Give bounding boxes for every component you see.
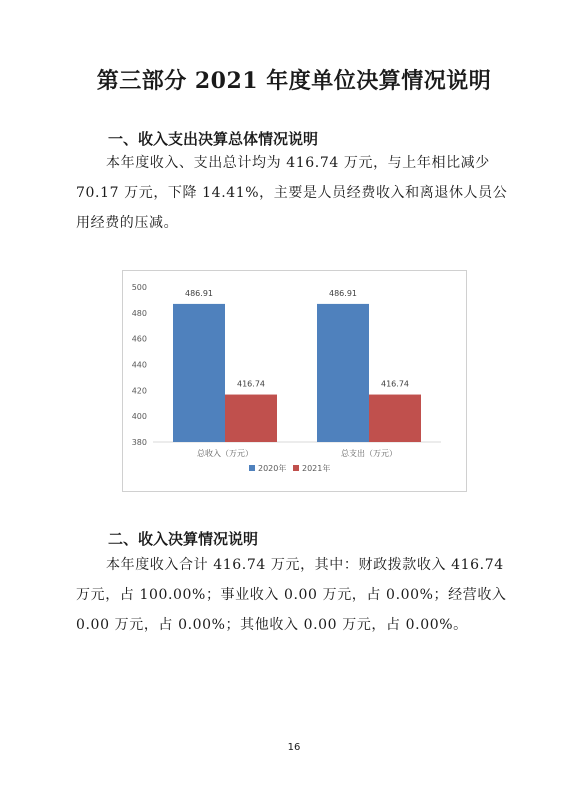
y-tick-label: 400: [131, 412, 147, 422]
section1-line-3: 用经费的压减。: [76, 215, 179, 231]
bar: [369, 395, 421, 442]
x-tick-label: 总收入（万元）: [197, 449, 253, 458]
legend-label: 2021年: [302, 464, 331, 473]
x-tick-label: 总支出（万元）: [341, 449, 397, 458]
chart-canvas: [123, 271, 466, 491]
section1-line-1: [76, 148, 526, 178]
section2-line-2: 万元，占 100.00%；事业收入 0.00 万元，占 0.00%；经营收入: [76, 587, 507, 603]
y-tick-label: 460: [131, 334, 147, 344]
y-tick-label: 480: [131, 308, 147, 318]
data-label: 416.74: [381, 379, 409, 389]
y-tick-label: 440: [131, 360, 147, 370]
page-number: 16: [287, 742, 301, 753]
bar: [173, 304, 225, 442]
y-tick-label: 420: [131, 386, 147, 396]
section2-line-3: 0.00 万元，占 0.00%；其他收入 0.00 万元，占 0.00%。: [76, 617, 468, 633]
section1-line-1-text: 本年度收入、支出总计均为 416.74 万元，与上年相比减少: [106, 155, 490, 171]
legend-swatch: [249, 465, 255, 471]
section1-line-2: 70.17 万元，下降 14.41%，主要是人员经费收入和离退休人员公: [76, 185, 508, 201]
legend-swatch: [293, 465, 299, 471]
data-label: 486.91: [185, 288, 213, 298]
income-expense-chart: [122, 270, 467, 492]
section2-line-1-text: 本年度收入合计 416.74 万元，其中：财政拨款收入 416.74: [106, 557, 504, 573]
bar: [317, 304, 369, 442]
y-tick-label: 380: [131, 438, 147, 447]
data-label: 416.74: [237, 379, 265, 389]
page-title: 第三部分 2021 年度单位决算情况说明: [96, 68, 492, 94]
section-heading-income-expense: 一、收入支出决算总体情况说明: [108, 130, 319, 148]
data-label: 486.91: [329, 288, 357, 298]
section2-line-1: [76, 550, 526, 580]
section-heading-income: 二、收入决算情况说明: [108, 530, 259, 548]
section2-paragraph: [76, 550, 526, 640]
y-tick-label: 500: [131, 283, 147, 292]
bar: [225, 395, 277, 442]
legend-label: 2020年: [258, 464, 287, 473]
section1-paragraph: [76, 148, 526, 238]
